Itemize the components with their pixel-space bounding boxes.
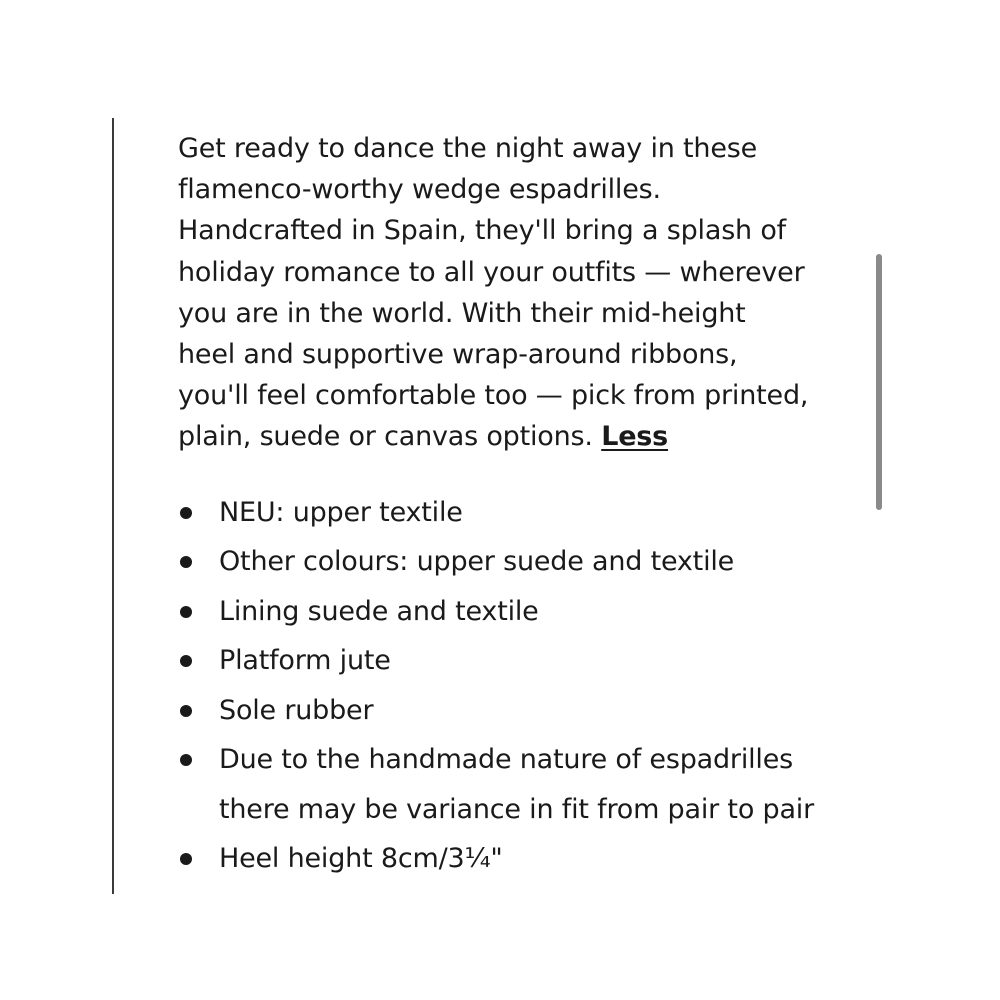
- bullet-icon: [180, 507, 192, 519]
- list-item: [178, 686, 848, 736]
- bullet-icon: [180, 606, 192, 618]
- list-item: [178, 636, 848, 686]
- feature-text: Platform jute: [219, 645, 391, 677]
- bullet-icon: [180, 556, 192, 568]
- list-item: [178, 735, 848, 834]
- list-item: [178, 537, 848, 587]
- product-details: [178, 128, 848, 884]
- description-text: Get ready to dance the night away in these flamenco-worthy wedge espadrilles. Handcrafted in Spain, they'll bring a splash of holiday romance to all your outfits — wherever you are in the world. With their mid-height heel and supportive wrap-around ribbons, you'll feel comfortable too — pick from printed, plain, suede or canvas options.: [178, 133, 809, 453]
- bullet-icon: [180, 853, 192, 865]
- feature-text: Heel height 8cm/3¼": [219, 843, 503, 875]
- feature-text: Other colours: upper suede and textile: [219, 546, 735, 578]
- bullet-icon: [180, 754, 192, 766]
- list-item: [178, 834, 848, 884]
- list-item: [178, 587, 848, 637]
- feature-text: Due to the handmade nature of espadrilles there may be variance in fit from pair to pair: [219, 744, 815, 825]
- feature-text: Lining suede and textile: [219, 595, 539, 627]
- feature-list: [178, 488, 848, 884]
- feature-text: Sole rubber: [219, 694, 374, 726]
- less-link[interactable]: Less: [601, 421, 669, 453]
- scrollbar-thumb[interactable]: [876, 254, 882, 510]
- left-divider: [112, 118, 114, 894]
- bullet-icon: [180, 655, 192, 667]
- product-description: [178, 128, 848, 458]
- list-item: [178, 488, 848, 538]
- feature-text: NEU: upper textile: [219, 496, 463, 528]
- bullet-icon: [180, 705, 192, 717]
